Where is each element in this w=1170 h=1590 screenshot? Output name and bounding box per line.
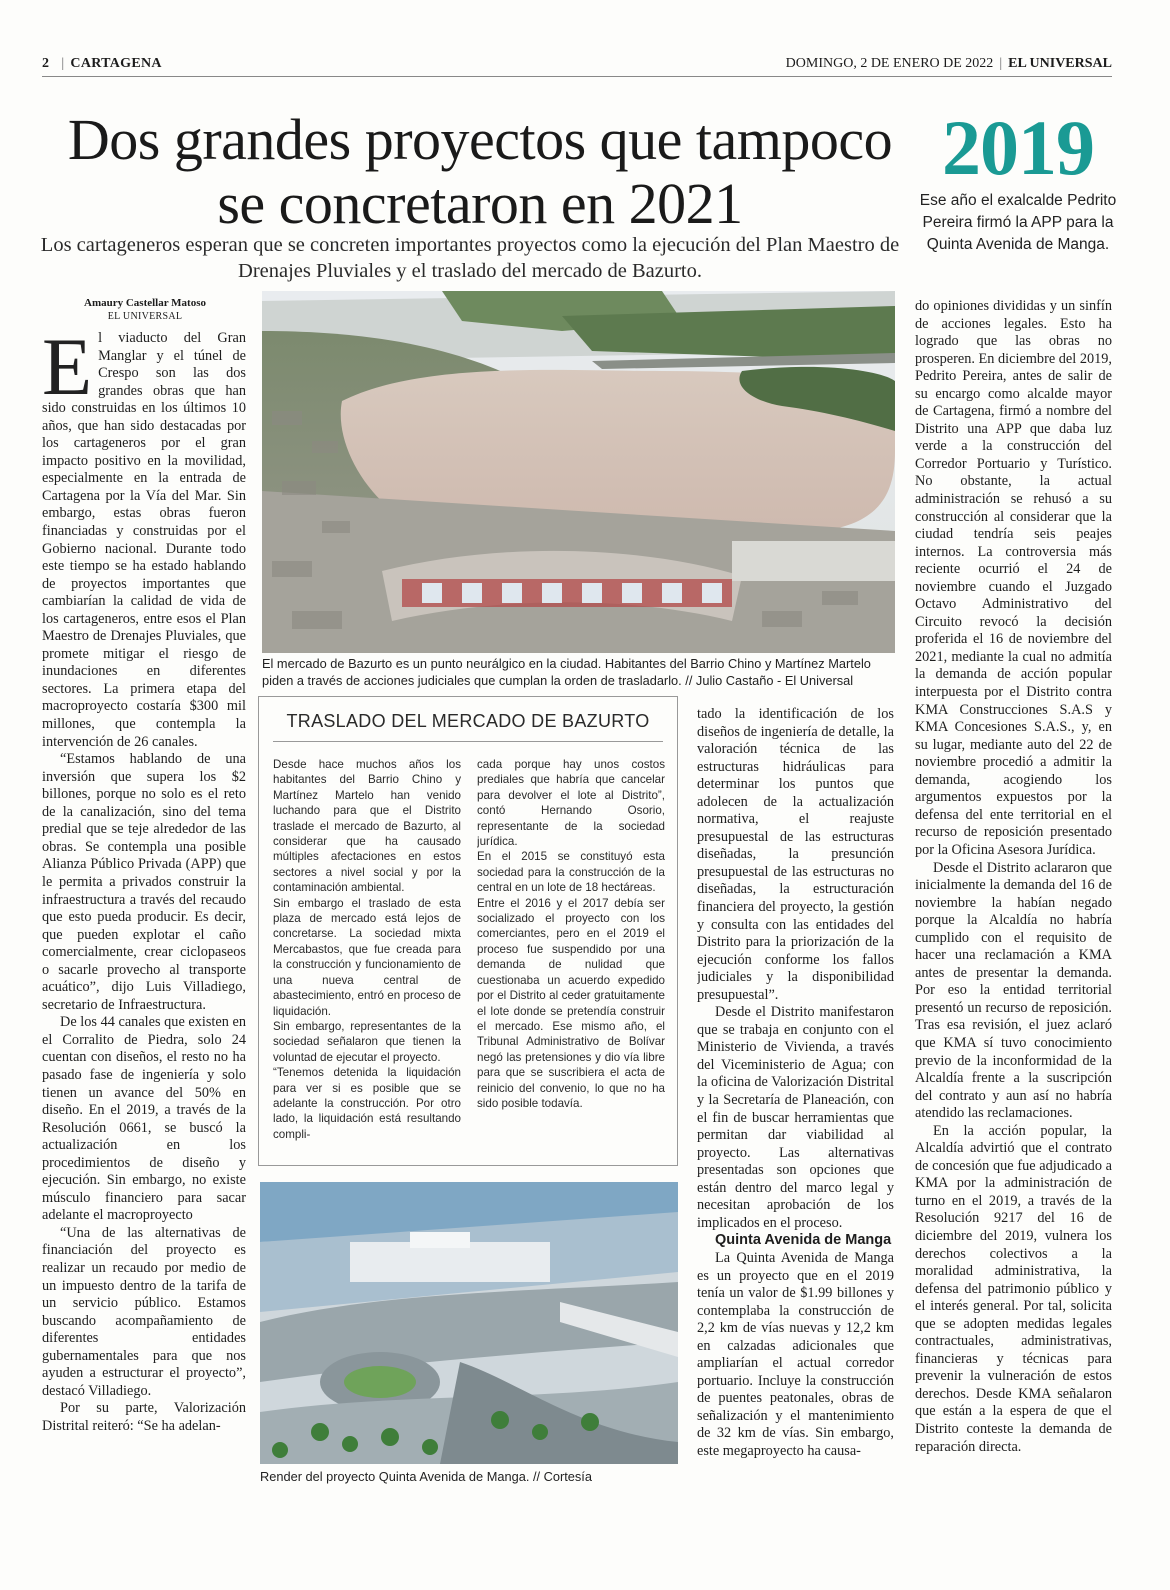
photo-caption-render: Render del proyecto Quinta Avenida de Manga. // Cortesía <box>260 1469 592 1484</box>
paragraph: tado la identificación de los diseños de ingeniería de detalle, la valoración técnica de las estructuras hidráulicas para determinar los puntos que adolecen de la actualización normativa, el reajuste presupuestal de las estructuras diseñadas, la presunción presupuestal de las estructuras no diseñadas, la estructuración financiera del proyecto, la gestión y consulta con las entidades del Distrito para la priorización de la ejecución conforme los fallos judiciales y la disponibilidad presupuestal”. <box>697 706 894 1003</box>
paragraph: Por su parte, Valorización Distrital reiteró: “Se ha adelan- <box>42 1400 246 1434</box>
header-separator: | <box>999 56 1003 71</box>
market-roof-stripes <box>402 579 732 607</box>
paragraph: “Estamos hablando de una inversión que supera los $2 billones, porque no solo es el reto de la canalización, sino del tema predial que se teje alrededor de las obras. Se contempla una posible Alianza Público Privada (APP) que le permita a privados construir la infraestructura a través del recaudo que esto pueda producir. Es decir, que pueden explotar el caño comercialmente, crear ciclopaseos o sacarle provecho al transporte acuático”, dijo Luis Villadiego, secretario de Infraestructura. <box>42 751 246 1013</box>
article-column-4 <box>697 706 894 1536</box>
highlight-text: Ese año el exalcalde Pedrito Pereira firmó la APP para la Quinta Avenida de Manga. <box>919 192 1117 253</box>
paragraph: Desde el Distrito manifestaron que se trabaja en conjunto con el Ministerio de Vivienda, a través del Viceministerio de Agua; con la oficina de Valorización Distrital y la Secretaría de Planeación, con el fin de buscar herramientas que permitan dar viabilidad al proyecto. Las alternativas presentadas son opciones que están dentro del marco legal y necesitan aprobación de los implicados en el proceso. <box>697 1004 894 1231</box>
article-column-1 <box>42 330 246 1490</box>
author-outlet: EL UNIVERSAL <box>107 311 183 322</box>
paragraph: De los 44 canales que existen en el Corralito de Piedra, solo 24 cuentan con diseños, el resto no ha pasado fase de ingeniería y solo tienen un avance del 50% en diseño. En el 2019, a través de la Resolución 0661, se buscó la actualización en los procedimientos de diseño y ejecución. Sin embargo, no existe músculo financiero para sacar adelante el macroproyecto <box>42 1014 246 1224</box>
paragraph: En el 2015 se constituyó esta sociedad para la construcción de la central en un lote de 18 hectáreas. <box>477 850 665 895</box>
page-number: 2 <box>42 56 50 71</box>
highlight-year: 2019 <box>942 104 1094 191</box>
paragraph: “Tenemos detenida la liquidación para ver si es posible que se adelante la construcción. Por otro lado, la liquidación está resultando compli- <box>273 1066 461 1141</box>
subhead-quinta-avenida: Quinta Avenida de Manga <box>715 1232 892 1249</box>
photo-bazurto-market <box>262 291 895 653</box>
header-separator: | <box>61 56 65 71</box>
paragraph: “Una de las alternativas de financiación del proyecto es realizar un recaudo por medio de un impuesto dentro de la tarifa de un servicio público. Estamos buscando acompañamiento de diferentes entidades gubernamentales para que nos ayuden a estructurar el proyecto”, destacó Villadiego. <box>42 1224 246 1399</box>
author-name: Amaury Castellar Matoso <box>84 297 206 309</box>
paragraph: En la acción popular, la Alcaldía advirtió que el contrato de concesión que fue adjudicado a KMA por la administración de turno en el 2019, a través de la Resolución 9217 del 16 de diciembre del 2019, vulnera los derechos colectivos a la moralidad administrativa, la defensa del patrimonio público y el interés general. Por tal, solicita que se adopten medidas legales contractuales, administrativas, financieras y técnicas para prevenir la vulneración de estos derechos. Desde KMA señalaron que están a la espera de que el Distrito conteste la demanda de reparación directa. <box>915 1122 1112 1455</box>
paragraph: La Quinta Avenida de Manga es un proyecto que en el 2019 tenía un valor de $1.99 billones y contemplaba la construcción de 2,2 km de vías nuevas y 12,2 km en calzadas adicionales que ampliarían el actual corredor portuario. Incluye la construcción de puentes peatonales, obras de señalización y el mantenimiento de 32 km de vías. Sin embargo, este megaproyecto ha causa- <box>697 1249 894 1459</box>
sidebar-column-1 <box>273 757 461 1157</box>
paragraph: Sin embargo el traslado de esta plaza de mercado está lejos de concretarse. La sociedad mixta Mercabastos, que fue creada para la construcción y funcionamiento de una nueva central de abastecimiento, entró en proceso de liquidación. <box>273 896 461 1018</box>
byline <box>42 297 248 323</box>
sidebar-box-bazurto <box>258 696 678 1166</box>
render-illustration <box>260 1182 678 1464</box>
paragraph: Desde el Distrito aclararon que inicialmente la demanda del 16 de noviembre la habían negado porque la Alcaldía no habría cumplido con el requisito de hacer una reclamación a KMA antes de presentar la demanda. Por eso la entidad territorial presentó un recurso de reposición. Tras esa revisión, el juez aclaró que KMA sí tuvo conocimiento previo de la inconformidad de la Alcaldía frente a la suscripción del contrato y aun así no habría atendido las reclamaciones. <box>915 859 1112 1122</box>
issue-date: DOMINGO, 2 DE ENERO DE 2022 <box>785 56 994 71</box>
deck-subtitle: Los cartageneros esperan que se concreten importantes proyectos como la ejecución del Plan Maestro de Drenajes Pluviales y el traslado del mercado de Bazurto. <box>40 234 900 282</box>
paragraph: Entre el 2016 y el 2017 debía ser socializado el proyecto con los comerciantes, pero en el 2019 el proceso fue suspendido por una demanda de nulidad que cuestionaba un acuerdo expedido por el Distrito al ceder gratuitamente el lote donde se pretendía construir el mercado. Ese mismo año, el Tribunal Administrativo de Bolívar negó las pretensiones y dio vía libre para que se suscribiera el acta de reinicio del convenio, lo que no ha sido posible todavía. <box>477 896 665 1110</box>
publication-name: EL UNIVERSAL <box>1008 56 1112 71</box>
paragraph: cada porque hay unos costos prediales que habría que cancelar para devolver el lote al Distrito”, contó Hernando Osorio, representante de la sociedad jurídica. <box>477 758 665 849</box>
paragraph: l viaducto del Gran Manglar y el túnel de Crespo son las dos grandes obras que han sido construidas en los últimos 10 años, que han sido destacadas por los cartageneros por el gran impacto positivo en la movilidad, especialmente en la entrada de Cartagena por la Vía del Mar. Sin embargo, estas obras fueron financiadas y construidas por el Gobierno nacional. Durante todo este tiempo se ha estado hablando de proyectos importantes que cambiarían la calidad de vida de los cartageneros, entre esos el Plan Maestro de Drenajes Pluviales, que promete mitigar el riesgo de inundaciones en diferentes sectores. La primera etapa del macroproyecto costaría $300 mil millones, que contempla la intervención de 26 canales. <box>42 330 246 750</box>
sidebar-rule <box>273 741 663 742</box>
headline: Dos grandes proyectos que tampoco se concretaron en 2021 <box>67 107 893 236</box>
aerial-photo-illustration <box>262 291 895 653</box>
page-header-right <box>786 56 1112 72</box>
header-rule <box>42 76 1112 77</box>
sidebar-title: TRASLADO DEL MERCADO DE BAZURTO <box>286 711 650 731</box>
article-column-5 <box>915 298 1112 1548</box>
photo-caption-main: El mercado de Bazurto es un punto neurálgico en la ciudad. Habitantes del Barrio Chino y Martínez Martelo piden a través de acciones judiciales que cumplan la orden de trasladarlo. // Julio Castaño - El Universal <box>262 656 871 688</box>
paragraph: Desde hace muchos años los habitantes del Barrio Chino y Martínez Martelo han venido luchando para que el Distrito traslade el mercado de Bazurto, al considerar que ha causado múltiples afectaciones en estos sectores a nivel social y por la contaminación ambiental. <box>273 758 461 895</box>
paragraph: do opiniones divididas y un sinfín de acciones legales. Esto ha logrado que las obras no prosperen. En diciembre del 2019, Pedrito Pereira, antes de salir de su encargo como alcalde mayor de Cartagena, firmó a nombre del Distrito una APP que daba luz verde a la construcción del Corredor Portuario y Turístico. No obstante, la actual administración se rehusó a su construcción al considerar que la ciudad tendría seis peajes internos. La controversia más reciente ocurrió el 24 de noviembre cuando el Juzgado Octavo Administrativo del Circuito revocó la decisión proferida el 16 de noviembre del 2021, mediante la cual no admitía la demanda de acción popular interpuesta por el Distrito contra KMA Construcciones S.A.S y KMA Concesiones S.A.S., y, en su lugar, mediante auto del 22 de noviembre procedió a admitir la demanda, acogiendo los argumentos expuestos por la defensa del ente territorial en el recurso de reposición presentado por la Oficina Asesora Jurídica. <box>915 298 1112 858</box>
drop-cap: E <box>42 330 93 412</box>
page-header-left <box>42 56 162 72</box>
sidebar-column-2 <box>477 757 665 1157</box>
photo-render-quinta-avenida <box>260 1182 678 1464</box>
section-name: CARTAGENA <box>70 56 162 71</box>
paragraph: Sin embargo, representantes de la sociedad señalaron que tienen la voluntad de ejecutar el proyecto. <box>273 1019 461 1064</box>
